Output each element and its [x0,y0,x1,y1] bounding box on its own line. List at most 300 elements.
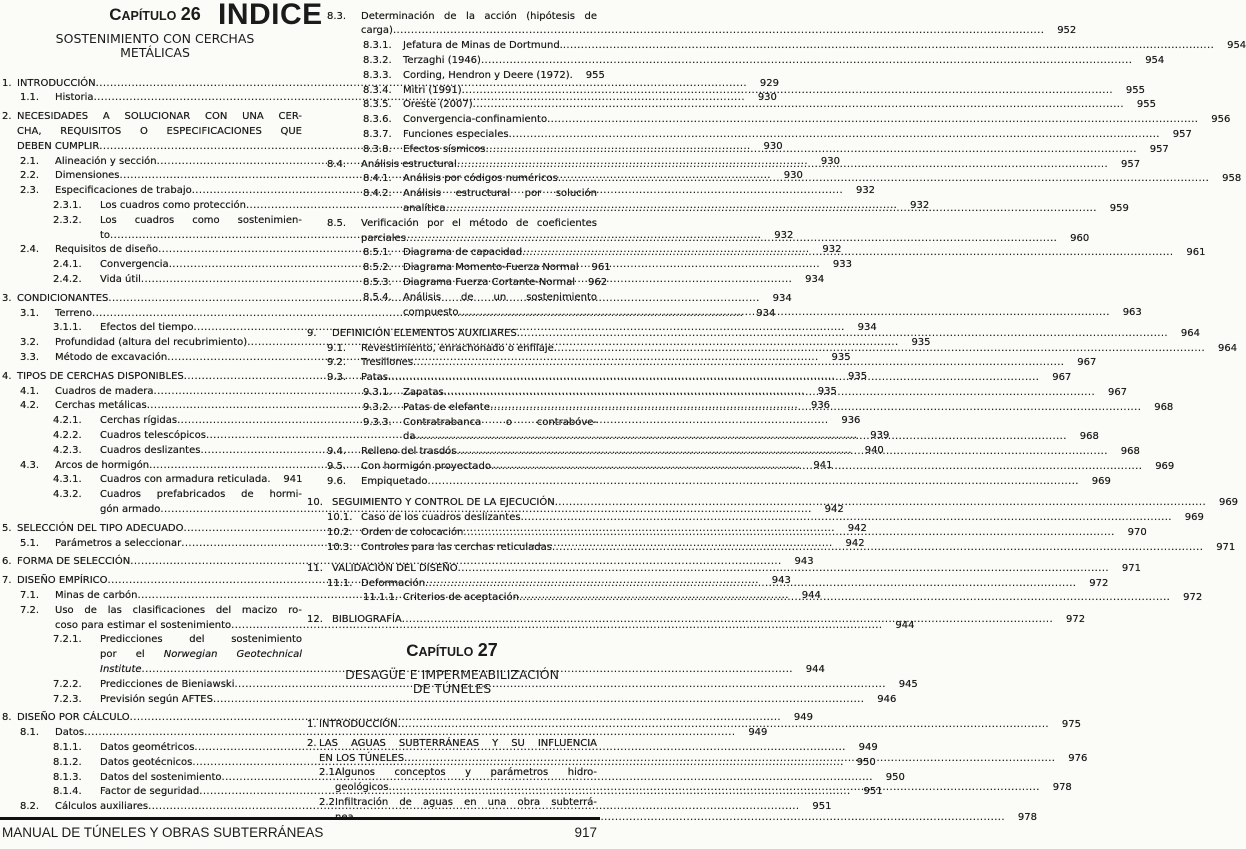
entry-page-number: 944 [895,619,915,631]
entry-number: 9.4. [327,446,347,458]
entry-text: SELECCIÓN DEL TIPO ADECUADO [17,522,184,534]
footer-rule [0,817,600,820]
dot-leader [491,460,1142,475]
entry-number: 1. [2,77,12,89]
entry-text: Efectos sísmicos [403,143,486,155]
entry-page-number: 958 [1222,173,1242,185]
entry-title-line: Uso de las clasificaciones del macizo ro- [55,604,302,616]
entry-text: Dimensiones [55,170,120,182]
entry-page-number: 967 [1052,372,1072,384]
entry-text: Revestimiento, enrachonado o enfilaje [361,342,554,354]
entry-number: 8.1. [20,727,40,739]
entry-page-number: 949 [858,741,878,753]
dot-leader [413,356,1064,371]
entry-page-number: 954 [1227,40,1246,52]
entry-title [361,511,1204,526]
dot-leader [457,158,1108,173]
entry-page-number: 967 [1077,357,1097,369]
entry-text: Caso de los cuadros deslizantes [361,511,521,523]
entry-page-number: 951 [812,801,832,813]
toc-entry-line[interactable] [2,473,302,488]
entry-text: Cuadros de madera [55,385,154,397]
entry-text: Diagrama Fuerza Cortante-Normal [403,276,576,288]
entry-page-number: 949 [748,727,768,739]
entry-number: 2.4.1. [53,259,82,271]
entry-number: 8.3.3. [363,69,392,81]
entry-page-number: 944 [805,663,825,675]
entry-number: 6. [2,556,12,568]
entry-page-number: 946 [877,693,897,705]
footer-book-title: MANUAL DE TÚNELES Y OBRAS SUBTERRÁNEAS [2,825,324,840]
entry-page-number: 976 [1068,752,1088,764]
entry-text: Con hormigón proyectado [361,461,491,473]
entry-number: 8.3. [327,10,347,22]
toc-entry-line[interactable] [307,54,1165,69]
entry-number: 12. [307,613,323,625]
entry-text: CONDICIONANTES [17,292,109,304]
entry-text: Cuadros deslizantes [100,444,201,456]
entry-number: 9.1. [327,342,347,354]
entry-text [100,663,142,678]
entry-title [361,475,1111,490]
entry-page-number: 957 [1172,128,1192,140]
entry-text: Cálculos auxiliares [55,801,149,813]
toc-entry-line[interactable] [307,113,1231,128]
entry-text: Requisitos de diseño [55,244,159,256]
entry-page-number: 935 [847,370,868,382]
entry-page-number: 942 [824,503,844,515]
entry-page-number: 970 [1127,526,1147,538]
entry-number: 1. [307,719,317,730]
entry-page-number: 949 [793,712,813,724]
entry-page-number: 978 [1017,811,1037,823]
entry-text-part: por el [100,649,164,661]
entry-text: Historia [55,92,94,104]
toc-entry-line[interactable] [2,726,768,741]
entry-title-line: Análisis estructural por solución [403,188,597,200]
entry-text: DEFINICIÓN ELEMENTOS AUXILIARES [332,327,517,339]
toc-entry-line[interactable] [2,214,302,229]
dot-leader [519,591,1170,606]
entry-page-number: 932 [774,229,794,241]
entry-page-number: 936 [810,400,831,412]
entry-text: Diagrama Momento-Fuerza Normal [403,262,579,274]
toc-entry-line[interactable] [307,217,597,232]
entry-number: 9.3.1. [363,387,392,399]
entry-page-number: 951 [863,786,883,798]
dot-leader [481,54,1132,69]
toc-entry-line[interactable] [307,737,597,752]
entry-text: INTRODUCCIÓN [17,77,96,89]
entry-number: 10.3. [327,541,353,553]
entry-page-number: 935 [911,337,931,349]
entry-page-number: 930 [757,92,777,104]
entry-text: Patas [361,372,388,384]
entry-page-number: 962 [587,276,608,288]
entry-number: 8.5.3. [363,276,392,288]
entry-number: 9. [307,327,317,339]
entry-page-number: 934 [857,322,877,334]
entry-number: 4.2. [20,400,40,412]
chapter-27-title-line: DE TÚNELES [412,681,492,696]
entry-title-line: Determinación de la acción (hipótesis de [361,10,597,22]
chapter-26-title-line: METÁLICAS [120,45,190,60]
entry-number: 2.4.2. [53,273,82,285]
dot-leader [388,371,1039,386]
entry-title [403,113,1231,128]
entry-title [100,473,302,488]
entry-text: Minas de carbón [55,589,138,601]
entry-page-number: 941 [283,474,303,486]
entry-page-number: 971 [1216,541,1236,553]
entry-number: 3. [2,292,12,304]
entry-text: Datos [55,727,85,739]
entry-text: Parámetros a seleccionar [55,537,182,549]
dot-leader [558,172,1209,187]
entry-text: analítica [403,202,446,214]
entry-page-number: 955 [1125,84,1145,96]
entry-page-number: 969 [1184,511,1204,523]
entry-number: 2.2. [20,170,40,182]
toc-entry-line[interactable] [307,276,608,291]
entry-page-number: 964 [1218,342,1238,354]
toc-entry-line[interactable] [2,110,302,125]
entry-text: Jefatura de Minas de Dortmund. [403,40,563,52]
entry-title [361,24,1077,39]
toc-entry-line[interactable] [2,693,897,708]
entry-title [100,693,897,708]
entry-page-number: 956 [1211,114,1231,126]
entry-number: 7.2.1. [53,634,82,646]
dot-leader [521,511,1172,526]
entry-number: 8.4.1. [363,173,392,185]
entry-text: DEBEN CUMPLIR [17,140,100,152]
entry-number: 8.5.2. [363,262,392,274]
entry-number: 10. [307,497,323,509]
toc-entry-line[interactable] [307,475,1111,490]
dot-leader [517,327,1168,342]
toc-entry-line[interactable] [307,796,597,811]
toc-entry-line[interactable] [307,128,1192,143]
entry-number: 9.5. [327,461,347,473]
entry-page-number: 929 [759,77,779,89]
entry-text: Análisis estructural [361,158,457,170]
dot-leader [552,541,1203,556]
entry-text: Análisis por códigos numéricos [403,173,558,185]
entry-title [403,261,611,276]
entry-text: carga) [361,25,393,37]
entry-page-number: 961 [591,262,611,274]
entry-page-number: 930 [820,155,840,167]
entry-text: Cuadros telescópicos [100,429,206,441]
entry-text: geológicos [335,782,389,794]
entry-number: 8.1.3. [53,771,82,783]
entry-text: Cerchas rígidas [100,415,178,427]
toc-entry-line[interactable] [2,125,302,140]
dot-leader [398,718,1049,733]
entry-number: 8.5.1. [363,247,392,259]
entry-text: Los cuadros como protección [100,199,246,211]
entry-page-number: 939 [870,429,890,441]
entry-number: 11.1.1. [363,592,398,604]
entry-number: 9.2. [327,357,347,369]
entry-text: Relleno del trasdós [361,446,457,458]
entry-page-number: 930 [763,140,783,152]
entry-text: parciales [361,232,406,244]
entry-text: FORMA DE SELECCIÓN [17,556,131,568]
entry-number: 2. [307,737,317,749]
entry-number: 3.1.1. [53,322,82,334]
entry-title [403,276,608,291]
entry-number: 8.5. [327,217,347,229]
dot-leader [554,342,1205,357]
entry-title [403,69,605,84]
entry-page-number: 957 [1149,143,1169,155]
entry-text: DISEÑO POR CÁLCULO [17,712,130,724]
toc-entry-line[interactable] [307,291,597,306]
toc-entry-line[interactable] [307,39,1246,54]
entry-page-number: 955 [1136,99,1156,111]
entry-title-line: NECESIDADES A SOLUCIONAR CON UNA CER- [17,111,302,123]
entry-number: 4.1. [20,385,40,397]
entry-page-number: 969 [1218,497,1239,509]
dot-leader [415,430,1066,445]
toc-entry-line[interactable] [307,69,605,84]
entry-page-number: 968 [1154,401,1174,413]
entry-page-number: 941 [813,459,833,471]
entry-title-line: CHA, REQUISITOS O ESPECIFICACIONES QUE [17,125,302,137]
entry-title-line: Análisis de un sostenimiento [403,291,597,303]
entry-title-line: Cuadros prefabricados de hormi- [100,489,302,501]
entry-number: 2.1. [319,767,339,779]
entry-page-number: 940 [864,444,884,456]
entry-number: 8.1.2. [53,756,82,768]
entry-page-number: 967 [1107,387,1128,399]
entry-text-italic: Norwegian Geotechnical [163,649,302,661]
dot-leader [485,143,1136,158]
entry-page-number: 978 [1052,782,1072,794]
entry-page-number: 935 [831,351,851,363]
entry-text: EN LOS TÚNELES [319,752,405,764]
entry-page-number: 933 [832,259,853,271]
entry-number: 5. [2,522,12,534]
entry-number: 2.3. [20,185,40,197]
entry-number: 2.3.2. [53,214,82,226]
toc-entry-line[interactable] [2,633,302,648]
entry-page-number: 975 [1061,719,1081,730]
entry-page-number: 934 [756,307,776,319]
entry-page-number: 943 [794,556,814,568]
entry-title [55,726,768,741]
toc-entry-line[interactable] [307,24,1077,39]
entry-text: Datos geométricos [100,741,195,753]
entry-text: Terreno [55,307,92,319]
entry-number: 9.6. [327,475,347,487]
entry-page-number: 971 [1121,562,1141,574]
dot-leader [425,577,1076,592]
entry-page-number: 955 [585,69,605,81]
entry-text: VALIDACIÓN DEL DISEÑO [332,562,458,574]
entry-page-number: 936 [841,415,861,427]
entry-page-number: 959 [1109,202,1129,214]
dot-leader [445,202,1096,217]
entry-number: 8.3.2. [363,54,392,66]
entry-page-number: 968 [1120,446,1140,458]
entry-page-number: 945 [898,678,918,690]
entry-number: 10.1. [327,511,353,523]
dot-leader [490,401,1141,416]
entry-text: Profundidad (altura del recubrimiento) [55,337,248,349]
toc-entry-line[interactable] [307,416,597,431]
chapter-26-heading [5,4,305,60]
entry-page-number: 942 [845,537,865,549]
dot-leader [473,98,1124,113]
entry-text: Cuadros con armadura reticulada. [100,474,271,486]
entry-number: 8.1.1. [53,741,82,753]
entry-text: gón armado [100,503,161,515]
entry-number: 8.3.7. [363,128,392,140]
entry-page-number: 950 [885,771,905,783]
entry-number: 4.2.3. [53,444,82,456]
entry-page-number: 969 [1091,475,1111,487]
dot-leader [234,678,885,693]
entry-number: 7.2.3. [53,693,82,705]
dot-leader [142,663,793,678]
toc-entry-line[interactable] [2,488,302,503]
entry-page-number: 950 [856,756,876,768]
entry-number: 8.3.4. [363,84,392,96]
entry-number: 7.1. [20,589,40,601]
entry-page-number: 957 [1120,158,1141,170]
entry-page-number: 932 [822,244,842,256]
dot-leader [563,39,1214,54]
dot-leader [388,781,1039,796]
index-title: INDICE [218,0,323,31]
entry-number: 10.2. [327,526,353,538]
entry-number: 7.2. [20,604,40,616]
toc-entry-line[interactable] [307,187,597,202]
entry-number: 8.3.6. [363,114,392,126]
entry-text: DISEÑO EMPÍRICO [17,575,108,587]
entry-text: Datos del sostenimiento [100,771,222,783]
entry-number: 3.1. [20,307,40,319]
dot-leader [509,128,1160,143]
entry-text: Orden de colocación [361,526,464,538]
entry-text: Arcos de hormigón [55,459,150,471]
entry-page-number: 934 [772,292,792,304]
entry-number: 8.2. [20,801,40,813]
entry-page-number: 960 [1070,232,1090,244]
dot-leader [458,306,1109,321]
entry-number: 4.3.2. [53,489,82,501]
chapter-27-title-line: DESAGÜE E IMPERMEABILIZACIÓN [345,667,559,682]
toc-entry-line[interactable] [307,10,597,25]
dot-leader [555,496,1206,511]
entry-number: 5.1. [20,537,40,549]
entry-text: Mitri (1991) [403,84,462,96]
entry-title-line: Los cuadros como sostenimien- [100,214,302,226]
entry-number: 8.4. [327,158,347,170]
entry-text: Deformación [361,577,426,589]
entry-title-line: Predicciones del sostenimiento [100,634,302,646]
chapter-26-label: CAPÍTULO 26 [109,4,201,24]
entry-number: 4.3.1. [53,474,82,486]
entry-text: Previsión según AFTES [100,693,213,705]
entry-page-number: 963 [1122,306,1142,318]
entry-text: Oreste (2007) [403,99,473,111]
entry-number: 8.3.5. [363,99,392,111]
toc-entry-line[interactable] [307,261,611,276]
entry-title [403,128,1192,143]
toc-entry-line[interactable] [2,604,302,619]
entry-page-number: 972 [1183,592,1203,604]
toc-entry-line[interactable] [2,648,302,663]
dot-leader [547,113,1198,128]
toc-entry-line[interactable] [307,766,597,781]
entry-number: 4.2.2. [53,429,82,441]
entry-text: Alineación y sección [55,155,157,167]
entry-number: 2. [2,111,12,123]
entry-number: 4. [2,370,12,382]
dot-leader [458,562,1109,577]
entry-text: Efectos del tiempo [100,322,194,334]
dot-leader [404,752,1055,767]
entry-text: Diagrama de capacidad [403,247,523,259]
entry-text: TIPOS DE CERCHAS DISPONIBLES [17,370,184,382]
entry-title-line: Algunos conceptos y parámetros hidro- [335,767,597,779]
entry-number: 2.2. [319,797,339,808]
entry-number: 2.3.1. [53,199,82,211]
entry-title [403,39,1246,54]
entry-title-line [100,648,302,663]
entry-page-number: 932 [910,199,930,211]
entry-number: 11. [307,562,323,574]
entry-text: Controles para las cerchas reticuladas [361,541,552,553]
entry-text: Criterios de aceptación [403,592,519,604]
entry-text: Convergencia [100,259,169,271]
dot-leader [444,386,1095,401]
entry-number: 8.5.4. [363,291,392,303]
entry-page-number: 972 [1065,613,1086,625]
entry-text-italic: Institute [100,663,142,675]
entry-text: Convergencia-confinamiento [403,114,548,126]
chapter-27-label: CAPÍTULO 27 [406,640,498,660]
entry-text: BIBLIOGRAFÍA [332,613,402,625]
entry-text: Zapatas [403,387,444,399]
entry-text: to [100,229,111,241]
entry-number: 8.3.8. [363,143,392,155]
entry-text: Método de excavación [55,351,168,363]
entry-page-number: 972 [1089,577,1109,589]
entry-text: Cerchas metálicas [55,400,147,412]
toc-entry-line[interactable] [307,511,1204,526]
entry-number: 8.3.1. [363,40,392,52]
entry-title-line: Contratrabanca o contrabóve- [403,416,597,428]
dot-leader [213,693,864,708]
entry-text: Especificaciones de trabajo [55,185,192,197]
entry-number: 9.3.3. [363,416,392,428]
entry-text: Vida útil [100,273,141,285]
entry-page-number: 935 [817,385,837,397]
entry-page-number: 964 [1180,327,1201,339]
dot-leader [462,84,1113,99]
entry-number: 3.3. [20,351,40,363]
entry-number: 8. [2,712,12,724]
entry-text: Patas de elefante [403,401,490,413]
entry-number: 2.1. [20,155,40,167]
entry-title [403,54,1165,69]
entry-number: 2.4. [20,244,40,256]
